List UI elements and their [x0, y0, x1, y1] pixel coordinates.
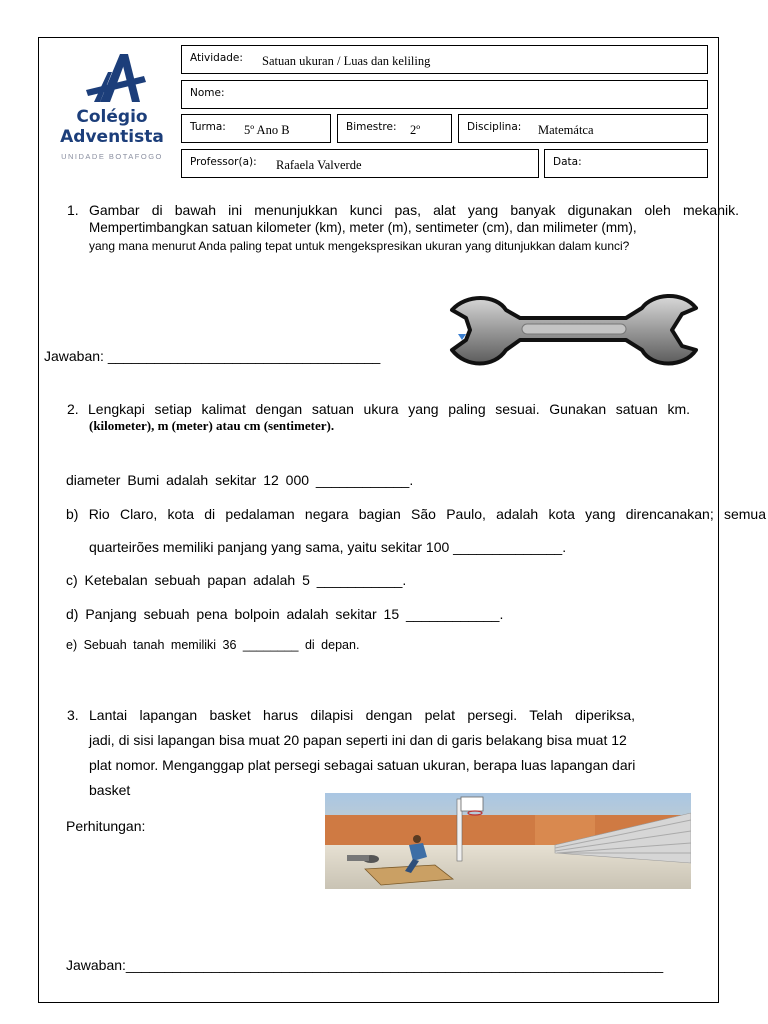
q1-line3: yang mana menurut Anda paling tepat untuk mengekspresikan ukuran yang ditunjukkan dalam kunci?	[89, 239, 630, 253]
turma-label: Turma:	[190, 121, 226, 133]
school-logo	[48, 50, 176, 165]
q3-line2: jadi, di sisi lapangan bisa muat 20 papan seperti ini dan di garis belakang bisa muat 12	[89, 732, 627, 748]
atividade-value: Satuan ukuran / Luas dan keliling	[262, 54, 431, 68]
q1-line1: Gambar di bawah ini menunjukkan kunci pas, alat yang banyak digunakan oleh mekanik.	[89, 202, 739, 218]
nome-label: Nome:	[190, 87, 225, 99]
q1-line2: Mempertimbangkan satuan kilometer (km), meter (m), sentimeter (cm), dan milimeter (mm),	[89, 220, 637, 235]
disciplina-cell	[458, 114, 708, 143]
q3-line1: Lantai lapangan basket harus dilapisi dengan pelat persegi. Telah diperiksa,	[89, 707, 635, 723]
bimestre-cell	[337, 114, 452, 143]
q3-number: 3.	[67, 707, 79, 723]
q2-item-b-line2[interactable]: quarteirões memiliki panjang yang sama, yaitu sekitar 100 ______________.	[89, 539, 567, 555]
wrench-illustration	[446, 288, 702, 372]
q3-answer-line[interactable]: Jawaban:_____________________________________________________________________	[66, 957, 664, 973]
logo-line3: UNIDADE BOTAFOGO	[61, 152, 163, 161]
data-label: Data:	[553, 156, 582, 168]
data-cell[interactable]	[544, 149, 708, 178]
professor-label: Professor(a):	[190, 156, 257, 168]
q2-item-a[interactable]: diameter Bumi adalah sekitar 12 000 ____________.	[66, 472, 414, 488]
nome-cell[interactable]	[181, 80, 708, 109]
q2-item-c[interactable]: c) Ketebalan sebuah papan adalah 5 ___________.	[66, 572, 407, 588]
atividade-cell	[181, 45, 708, 74]
q2-line2: (kilometer), m (meter) atau cm (sentimeter).	[89, 418, 335, 433]
logo-line2: Adventista	[60, 127, 164, 147]
q3-line4: basket	[89, 782, 131, 798]
logo-a-icon	[48, 50, 176, 108]
bimestre-label: Bimestre:	[346, 121, 397, 133]
q2-item-e[interactable]: e) Sebuah tanah memiliki 36 ________ di depan.	[66, 638, 360, 652]
q1-answer-line[interactable]: Jawaban: ___________________________________	[44, 348, 381, 364]
professor-value: Rafaela Valverde	[276, 158, 362, 172]
professor-cell	[181, 149, 539, 178]
bimestre-value: 2º	[410, 123, 421, 137]
q2-item-b-line1: b) Rio Claro, kota di pedalaman negara bagian São Paulo, adalah kota yang direncanakan; semua	[66, 506, 766, 522]
turma-value: 5º Ano B	[244, 123, 290, 137]
basketball-court-illustration	[325, 793, 691, 889]
atividade-label: Atividade:	[190, 52, 243, 64]
turma-cell	[181, 114, 331, 143]
q1-number: 1.	[67, 202, 79, 218]
q3-line3: plat nomor. Menganggap plat persegi sebagai satuan ukuran, berapa luas lapangan dari	[89, 757, 636, 773]
disciplina-value: Matemátca	[538, 123, 594, 137]
disciplina-label: Disciplina:	[467, 121, 522, 133]
logo-line1: Colégio	[76, 107, 148, 127]
q2-number: 2.	[67, 401, 79, 417]
q2-item-d[interactable]: d) Panjang sebuah pena bolpoin adalah sekitar 15 ____________.	[66, 606, 504, 622]
q3-calc-label: Perhitungan:	[66, 818, 146, 834]
q2-line1: Lengkapi setiap kalimat dengan satuan ukura yang paling sesuai. Gunakan satuan km.	[88, 401, 690, 417]
